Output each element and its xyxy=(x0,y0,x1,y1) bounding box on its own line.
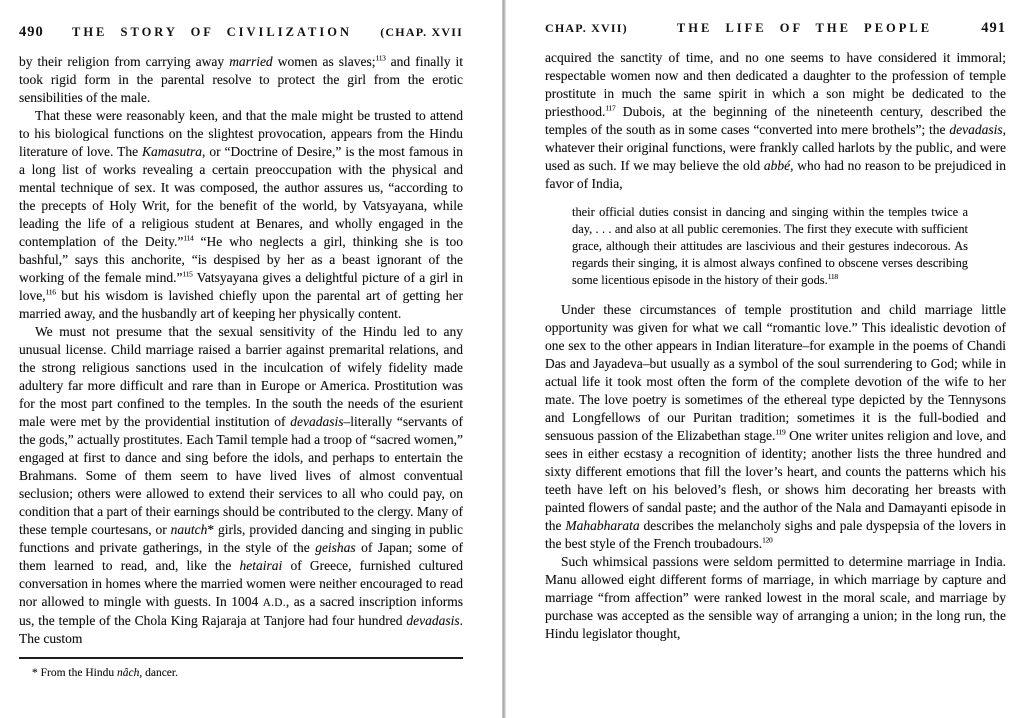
left-running-title: THE STORY OF CIVILIZATION xyxy=(72,25,352,39)
left-page-body xyxy=(19,53,463,648)
paragraph: Such whimsical passions were seldom permitted to determine marriage in India. Manu allowed eight different forms of marriage, in which marriage by capture and marriage “from affection” were ranked lowest in the moral scale, and marriage by purchase was accepted as the sensible way of arranging a union; in the long run, the Hindu legislator thought, xyxy=(545,554,1006,641)
right-page-header xyxy=(545,20,1006,37)
paragraph: acquired the sanctity of time, and no one seems to have considered it immoral; respectable women now and then dedicated a daughter to the profession of temple prostitute in much the same spirit in which a son might be dedicated to the priesthood.$^{117}$ Dubois, at the beginning of the nineteenth century, described the temples of the south as in some cases “converted into mere brothels”; the devadasis, whatever their original functions, were frankly called harlots by the public, and were used as such. If we may believe the old abbé, who had no reason to be prejudiced in favor of India, xyxy=(545,50,1006,191)
footnote: * From the Hindu nâch, dancer. xyxy=(32,667,178,679)
right-running-title: THE LIFE OF THE PEOPLE xyxy=(676,21,933,35)
left-page-header xyxy=(19,24,463,41)
paragraph: We must not presume that the sexual sensitivity of the Hindu led to any unusual license. Child marriage raised a barrier against premarital relations, and the strong religious sanctions used in the inculcation of wifely fidelity made adultery far more difficult and rare than in Europe or America. Prostitution was for the most part confined to the temples. In the south the needs of the esurient male were met by the providential institution of devadasis–literally “servants of the gods,” actually prostitutes. Each Tamil temple had a troop of “sacred women,” engaged at first to dance and sing before the idols, and perhaps to entertain the Brahmans. Some of them seem to have lived lives of almost conventual seclusion; others were allowed to extend their services to all who could pay, on condition that a part of their earnings should be contributed to the clergy. Many of these temple courtesans, or nautch* girls, provided dancing and singing in public functions and private gatherings, in the style of the geishas of Japan; some of them learned to read, and, like the hetairai of Greece, furnished cultured conversation in homes where the married women were neither encouraged to read nor allowed to mingle with guests. In 1004 A.D., as a sacred inscription informs us, the temple of the Chola King Rajaraja at Tanjore had four hundred devadasis. The custom xyxy=(19,324,464,646)
paragraph: That these were reasonably keen, and that the male might be trusted to attend to his biological functions on the slightest provocation, appears from the Hindu literature of love. The Kamasutra, or “Doctrine of Desire,” is the most famous in a long list of works revealing a certain preoccupation with the physical and mental technique of sex. It was composed, the author assures us, “according to the precepts of Holy Writ, for the benefit of the world, by Vatsyayana, while leading the life of a religious student at Benares, and wholly engaged in the contemplation of the Deity.”$^{114}$ “He who neglects a girl, thinking she is too bashful,” says this anchorite, “is despised by her as a beast ignorant of the working of the female mind.”$^{115}$ Vatsyayana gives a delightful picture of a girl in love,$^{116}$ but his wisdom is lavished chiefly upon the parental art of getting her married away, and the husbandly art of keeping her physically content. xyxy=(19,108,464,321)
right-chapter-label: CHAP. XVII) xyxy=(545,21,628,35)
right-page-number: 491 xyxy=(981,20,1006,36)
page-gutter-divider xyxy=(502,0,506,718)
right-page-body xyxy=(545,49,1006,643)
left-page xyxy=(19,24,463,681)
left-page-number: 490 xyxy=(19,24,44,40)
paragraph: Under these circumstances of temple prostitution and child marriage little opportunity was given for what we call “romantic love.” This idealistic devotion of one sex to the other appears in Indian literature–for example in the poems of Chandi Das and Jayadeva–but usually as a symbol of the soul surrendering to God; while in actual life it took most often the form of the complete devotion of the wife to her mate. The love poetry is sometimes of the ethereal type depicted by the Tennysons and Longfellows of our Puritan tradition; sometimes it is the full-bodied and sensuous passion of the Elizabethan stage.$^{119}$ One writer unites religion and love, and sees in either ecstasy a recognition of identity; another lists the three hundred and sixty different emotions that fill the lover’s heart, and counts the patterns which his teeth have left on his beloved’s flesh, or shows him decorating her breasts with painted flowers of sandal paste; and the author of the Nala and Damayanti episode in the Mahabharata describes the melancholy sighs and pale dyspepsia of the lovers in the best style of the French troubadours.$^{120}$ xyxy=(545,302,1006,551)
blockquote: their official duties consist in dancing and singing within the temples twice a day, . . . and also at all public ceremonies. The first they execute with sufficient grace, although their attitudes are lascivious and their gestures indecorous. As regards their singing, it is almost always confined to obscene verses describing some licentious episode in the history of their gods.$^{118}$ xyxy=(572,205,968,287)
footnote-rule xyxy=(19,657,463,659)
right-page xyxy=(545,20,1006,643)
left-chapter-label: (CHAP. XVII xyxy=(380,25,463,39)
paragraph: by their religion from carrying away married women as slaves;$^{113}$ and finally it took rigid form in the parental resolve to protect the girl from the erotic sensibilities of the male. xyxy=(19,53,463,105)
